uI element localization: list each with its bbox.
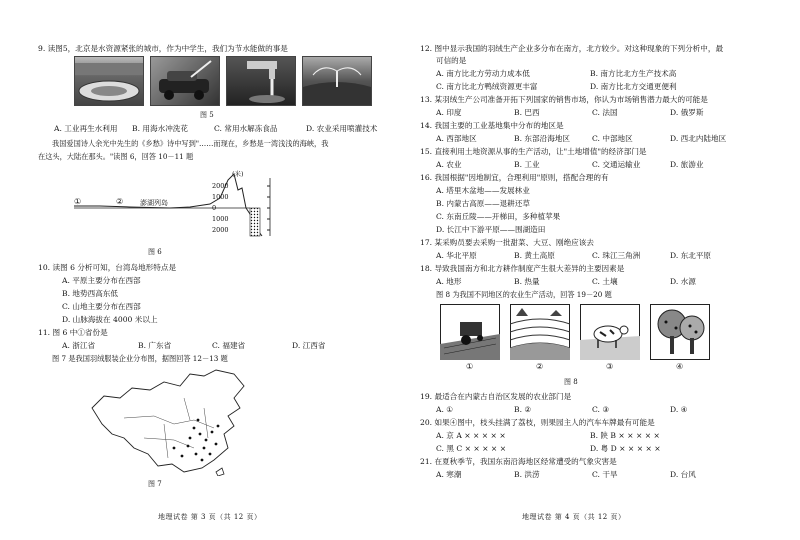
q10-option-a[interactable]: A. 平原主要分布在西部: [62, 276, 141, 285]
page-footer-right: 地理试卷 第 4 页（共 12 页）: [522, 513, 626, 521]
fig6-tick-2000-bottom: 2000: [212, 226, 229, 234]
q9-option-b[interactable]: B. 用海水冲洗花: [132, 124, 188, 133]
q16-option-c[interactable]: C. 东南丘陵——开梯田，多种植苹果: [436, 212, 561, 221]
fig5-photo-water-treatment: [74, 56, 144, 106]
q11-option-d[interactable]: D. 江西省: [292, 341, 326, 350]
q18-options: [436, 277, 776, 286]
q18-stem: 18. 导致我国南方和北方耕作制度产生很大差异的主要因素是: [420, 264, 625, 273]
q14-option-d[interactable]: D. 西北内陆地区: [670, 134, 727, 143]
water-tank-icon: [75, 57, 143, 105]
q11-option-b[interactable]: B. 广东省: [138, 341, 172, 350]
q19-options: [436, 405, 776, 414]
q20-option-c[interactable]: C. 黑 C × × × × ×: [436, 444, 507, 453]
fig6-taiwan-profile: [70, 168, 330, 240]
fig5-photo-faucet: [226, 56, 296, 106]
q20-option-b[interactable]: B. 陕 B × × × × ×: [590, 431, 660, 440]
q15-option-b[interactable]: B. 工业: [514, 160, 540, 169]
intro-10-11-line2: 在这头，大陆在那头。"读图 6，回答 10－11 题: [38, 152, 194, 161]
fig6-island-label: 澎湖列岛: [140, 199, 168, 207]
q9-options: [54, 124, 394, 133]
fig5-photo-car-wash: [150, 56, 220, 106]
q9-option-d[interactable]: D. 农业采用喷灌技术: [306, 124, 378, 133]
q14-option-c[interactable]: C. 中部地区: [592, 134, 633, 143]
q12-stem-line1: 12. 图中显示我国的羽绒生产企业多分布在南方，北方较少。对这种现象的下列分析中，最: [420, 44, 724, 53]
q19-option-a[interactable]: A. ①: [436, 405, 454, 414]
q13-option-c[interactable]: C. 法国: [592, 108, 618, 117]
q21-option-c[interactable]: C. 干旱: [592, 470, 618, 479]
q10-stem: 10. 读图 6 分析可知，台湾岛地形特点是: [38, 263, 177, 272]
faucet-icon: [227, 57, 295, 105]
q20-stem: 20. 如果④图中，枝头挂满了荔枝，则果园主人的汽车车牌最有可能是: [420, 418, 655, 427]
fig6-caption: 图 6: [148, 248, 162, 256]
fig5-photo-sprinkler: [302, 56, 372, 106]
q10-option-c[interactable]: C. 山地主要分布在西部: [62, 302, 141, 311]
intro-10-11-line1: 我国爱国诗人余光中先生的《乡愁》诗中写到"……而现在，乡愁是一湾浅浅的海峡，我: [52, 139, 329, 148]
q14-option-a[interactable]: A. 西部地区: [436, 134, 477, 143]
q15-option-d[interactable]: D. 旅游业: [670, 160, 704, 169]
fig6-tick-1000-top: 1000: [212, 193, 229, 201]
fig5-caption: 图 5: [200, 111, 214, 119]
fig7-china-map: [84, 368, 254, 476]
q19-stem: 19. 最适合在内蒙古自治区发展的农业部门是: [420, 392, 572, 401]
q13-option-d[interactable]: D. 俄罗斯: [670, 108, 704, 117]
q10-option-b[interactable]: B. 地势西高东低: [62, 289, 118, 298]
fig8-panel-1-farming: [440, 304, 500, 360]
fig8-label-4: ④: [676, 362, 684, 371]
fig8-caption: 图 8: [564, 378, 578, 386]
q17-option-d[interactable]: D. 东北平原: [670, 251, 712, 260]
fig6-unit-label: (米): [232, 170, 244, 178]
q13-options: [436, 108, 776, 117]
fig8-panel-4-orchard: [650, 304, 710, 360]
fig8-panel-2-terraces: [510, 304, 570, 360]
q18-option-b[interactable]: B. 热量: [514, 277, 540, 286]
intro-12-13: 图 7 是我国羽绒服装企业分布图，据图回答 12－13 题: [52, 354, 228, 363]
fig6-label-1: ①: [74, 197, 82, 206]
q15-option-c[interactable]: C. 交通运输业: [592, 160, 641, 169]
q12-option-b[interactable]: B. 南方比北方生产技术高: [590, 69, 677, 78]
fig6-tick-0: 0: [212, 204, 217, 212]
q9-option-a[interactable]: A. 工业再生水利用: [54, 124, 118, 133]
q16-option-b[interactable]: B. 内蒙古高原——退耕还草: [436, 199, 530, 208]
q20-option-d[interactable]: D. 粤 D × × × × ×: [590, 444, 661, 453]
fig6-tick-1000-bottom: 1000: [212, 215, 229, 223]
intro-19-20: 图 8 为我国不同地区的农业生产活动，回答 19－20 题: [436, 290, 612, 299]
q19-option-c[interactable]: C. ③: [592, 405, 610, 414]
q18-option-d[interactable]: D. 水源: [670, 277, 696, 286]
q18-option-c[interactable]: C. 土壤: [592, 277, 618, 286]
seabed-hatch: [250, 208, 260, 236]
q17-option-a[interactable]: A. 华北平原: [436, 251, 477, 260]
q14-options: [436, 134, 776, 143]
q21-option-b[interactable]: B. 洪涝: [514, 470, 540, 479]
q21-option-d[interactable]: D. 台风: [670, 470, 696, 479]
q15-option-a[interactable]: A. 农业: [436, 160, 462, 169]
q13-stem: 13. 某羽绒生产公司准备开拓下列国家的销售市场，你认为市场销售潜力最大的可能是: [420, 95, 708, 104]
q12-option-d[interactable]: D. 南方比北方交通更便利: [590, 82, 677, 91]
sprinkler-icon: [303, 57, 371, 105]
q11-option-a[interactable]: A. 浙江省: [62, 341, 96, 350]
q21-options: [436, 470, 776, 479]
fig7-caption: 图 7: [148, 480, 162, 488]
fig7-enterprise-dots: [173, 419, 220, 462]
q12-option-a[interactable]: A. 南方比北方劳动力成本低: [436, 69, 530, 78]
q19-option-d[interactable]: D. ④: [670, 405, 688, 414]
fig6-tick-2000-top: 2000: [212, 182, 229, 190]
q17-options: [436, 251, 776, 260]
q15-stem: 15. 直接利用土地资源从事的生产活动，让"土地增值"的经济部门是: [420, 147, 647, 156]
q13-option-b[interactable]: B. 巴西: [514, 108, 540, 117]
q12-option-c[interactable]: C. 南方比北方鸭绒资源更丰富: [436, 82, 538, 91]
q16-option-a[interactable]: A. 塔里木盆地——发展林业: [436, 186, 530, 195]
q11-options: [62, 341, 392, 350]
q20-option-a[interactable]: A. 京 A × × × × ×: [436, 431, 506, 440]
q11-stem: 11. 图 6 中①省份是: [38, 328, 108, 337]
q14-option-b[interactable]: B. 东部沿海地区: [514, 134, 570, 143]
q17-option-b[interactable]: B. 黄土高原: [514, 251, 555, 260]
q16-stem: 16. 我国根据"因地制宜，合理利用"原则，搭配合理的有: [420, 173, 609, 182]
q13-option-a[interactable]: A. 印度: [436, 108, 462, 117]
q16-option-d[interactable]: D. 长江中下游平原——围湖造田: [436, 225, 546, 234]
fig8-label-1: ①: [466, 362, 474, 371]
fig8-panel-3-cattle: [580, 304, 640, 360]
q9-stem: 9. 读图5，北京是水资源紧张的城市，作为中学生，我们为节水能做的事是: [38, 44, 288, 53]
q21-option-a[interactable]: A. 寒潮: [436, 470, 462, 479]
q9-option-c[interactable]: C. 常用水解冻食品: [214, 124, 278, 133]
q12-stem-line2: 可信的是: [436, 56, 467, 65]
q17-option-c[interactable]: C. 珠江三角洲: [592, 251, 641, 260]
q10-option-d[interactable]: D. 山脉海拔在 4000 米以上: [62, 315, 158, 324]
q17-stem: 17. 某采购员要去采购一批甜菜、大豆、刚绝应该去: [420, 238, 594, 247]
q11-option-c[interactable]: C. 福建省: [212, 341, 246, 350]
car-icon: [151, 57, 219, 105]
fig6-label-2: ②: [116, 197, 124, 206]
q15-options: [436, 160, 776, 169]
exam-page-4: [400, 0, 800, 540]
q19-option-b[interactable]: B. ②: [514, 405, 532, 414]
fig8-label-2: ②: [536, 362, 544, 371]
fig8-label-3: ③: [606, 362, 614, 371]
page-footer-left: 地理试卷 第 3 页（共 12 页）: [158, 513, 262, 521]
q14-stem: 14. 我国主要的工业基地集中分布的地区是: [420, 121, 564, 130]
q21-stem: 21. 在夏秋季节，我国东南沿海地区经常遭受的气象灾害是: [420, 457, 617, 466]
q18-option-a[interactable]: A. 地形: [436, 277, 462, 286]
